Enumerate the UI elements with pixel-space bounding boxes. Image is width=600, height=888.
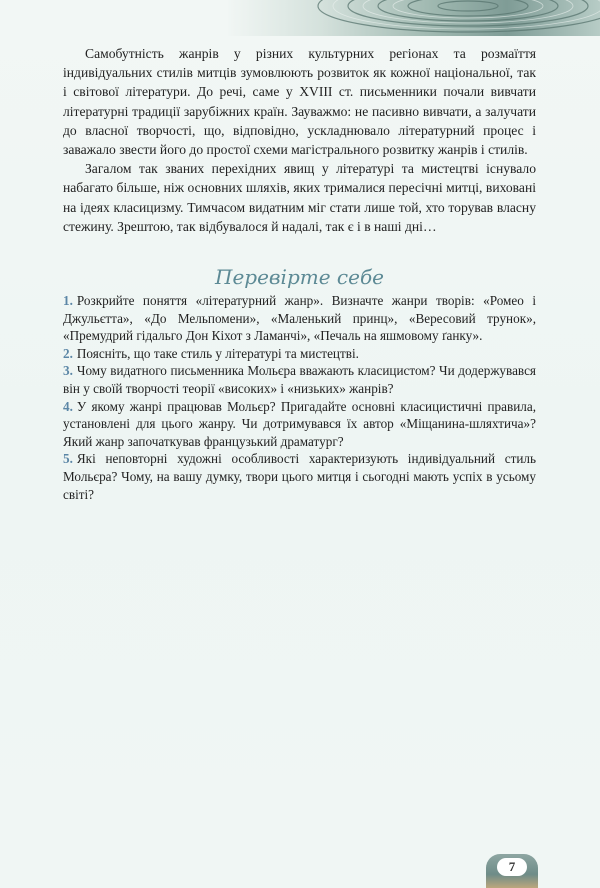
question-number: 4. [63,398,73,414]
question-list [63,292,536,503]
question-number: 3. [63,363,73,379]
section-heading: Перевірте себе [215,265,384,289]
paragraph: Самобутність жанрів у різних культурних регіонах та розмаїття індивідуальних стилів митців зумовлюють розвиток як кожної національної, так і світової літератури. До речі, саме у XVIII ст. письменники почали вивчати літературні традиції зарубіжних країн. Зауважмо: не пасивно вивчати, а залучати до власної творчості, що, відповідно, ускладнювало літературний процес і заважало звести його до простої схеми магістрального розвитку жанрів і стилів. [63,46,536,158]
question-item [63,398,536,451]
question-number: 1. [63,293,73,308]
decorative-header-image [228,0,600,36]
page-number: 7 [497,858,527,876]
question-text: Які неповторні художні особливості характеризують індивідуальний стиль Мольєра? Чому, на вашу думку, твори цього митця і сьогодні мають успіх в усьому світі? [63,451,536,502]
question-text: У якому жанрі працював Мольєр? Пригадайте основні класицистичні правила, установлені для цього жанру. Чи дотримувався їх автор «Міщанина-шляхтича»? Який жанр започаткував французький драматург? [63,398,536,449]
question-text: Розкрийте поняття «літературний жанр». Визначте жанри творів: «Ромео і Джульєтта», «До Мельпомени», «Маленький принц», «Вересовий трунок», «Премудрий гідальго Дон Кіхот з Ламанчі», «Печаль на яшмовому ґанку». [63,293,536,344]
question-number: 2. [63,345,73,361]
question-item [63,450,536,503]
question-item [63,345,536,363]
question-number: 5. [63,451,73,467]
question-item [63,292,536,345]
paragraph: Загалом так званих перехідних явищ у літературі та мистецтві існувало набагато більше, ніж основних шляхів, яких трималися пересічні митці, виховані на ідеях класицизму. Тимчасом видатним міг стати лише той, хто торував власну стежину. Зрештою, так відбувалося й надалі, так є і в наші дні… [63,161,536,234]
question-text: Поясніть, що таке стиль у літературі та мистецтві. [76,345,359,361]
question-text: Чому видатного письменника Мольєра вважають класицистом? Чи додержувався він у своїй творчості теорії «високих» і «низьких» жанрів? [63,363,536,396]
main-text [63,44,536,236]
question-item [63,362,536,397]
